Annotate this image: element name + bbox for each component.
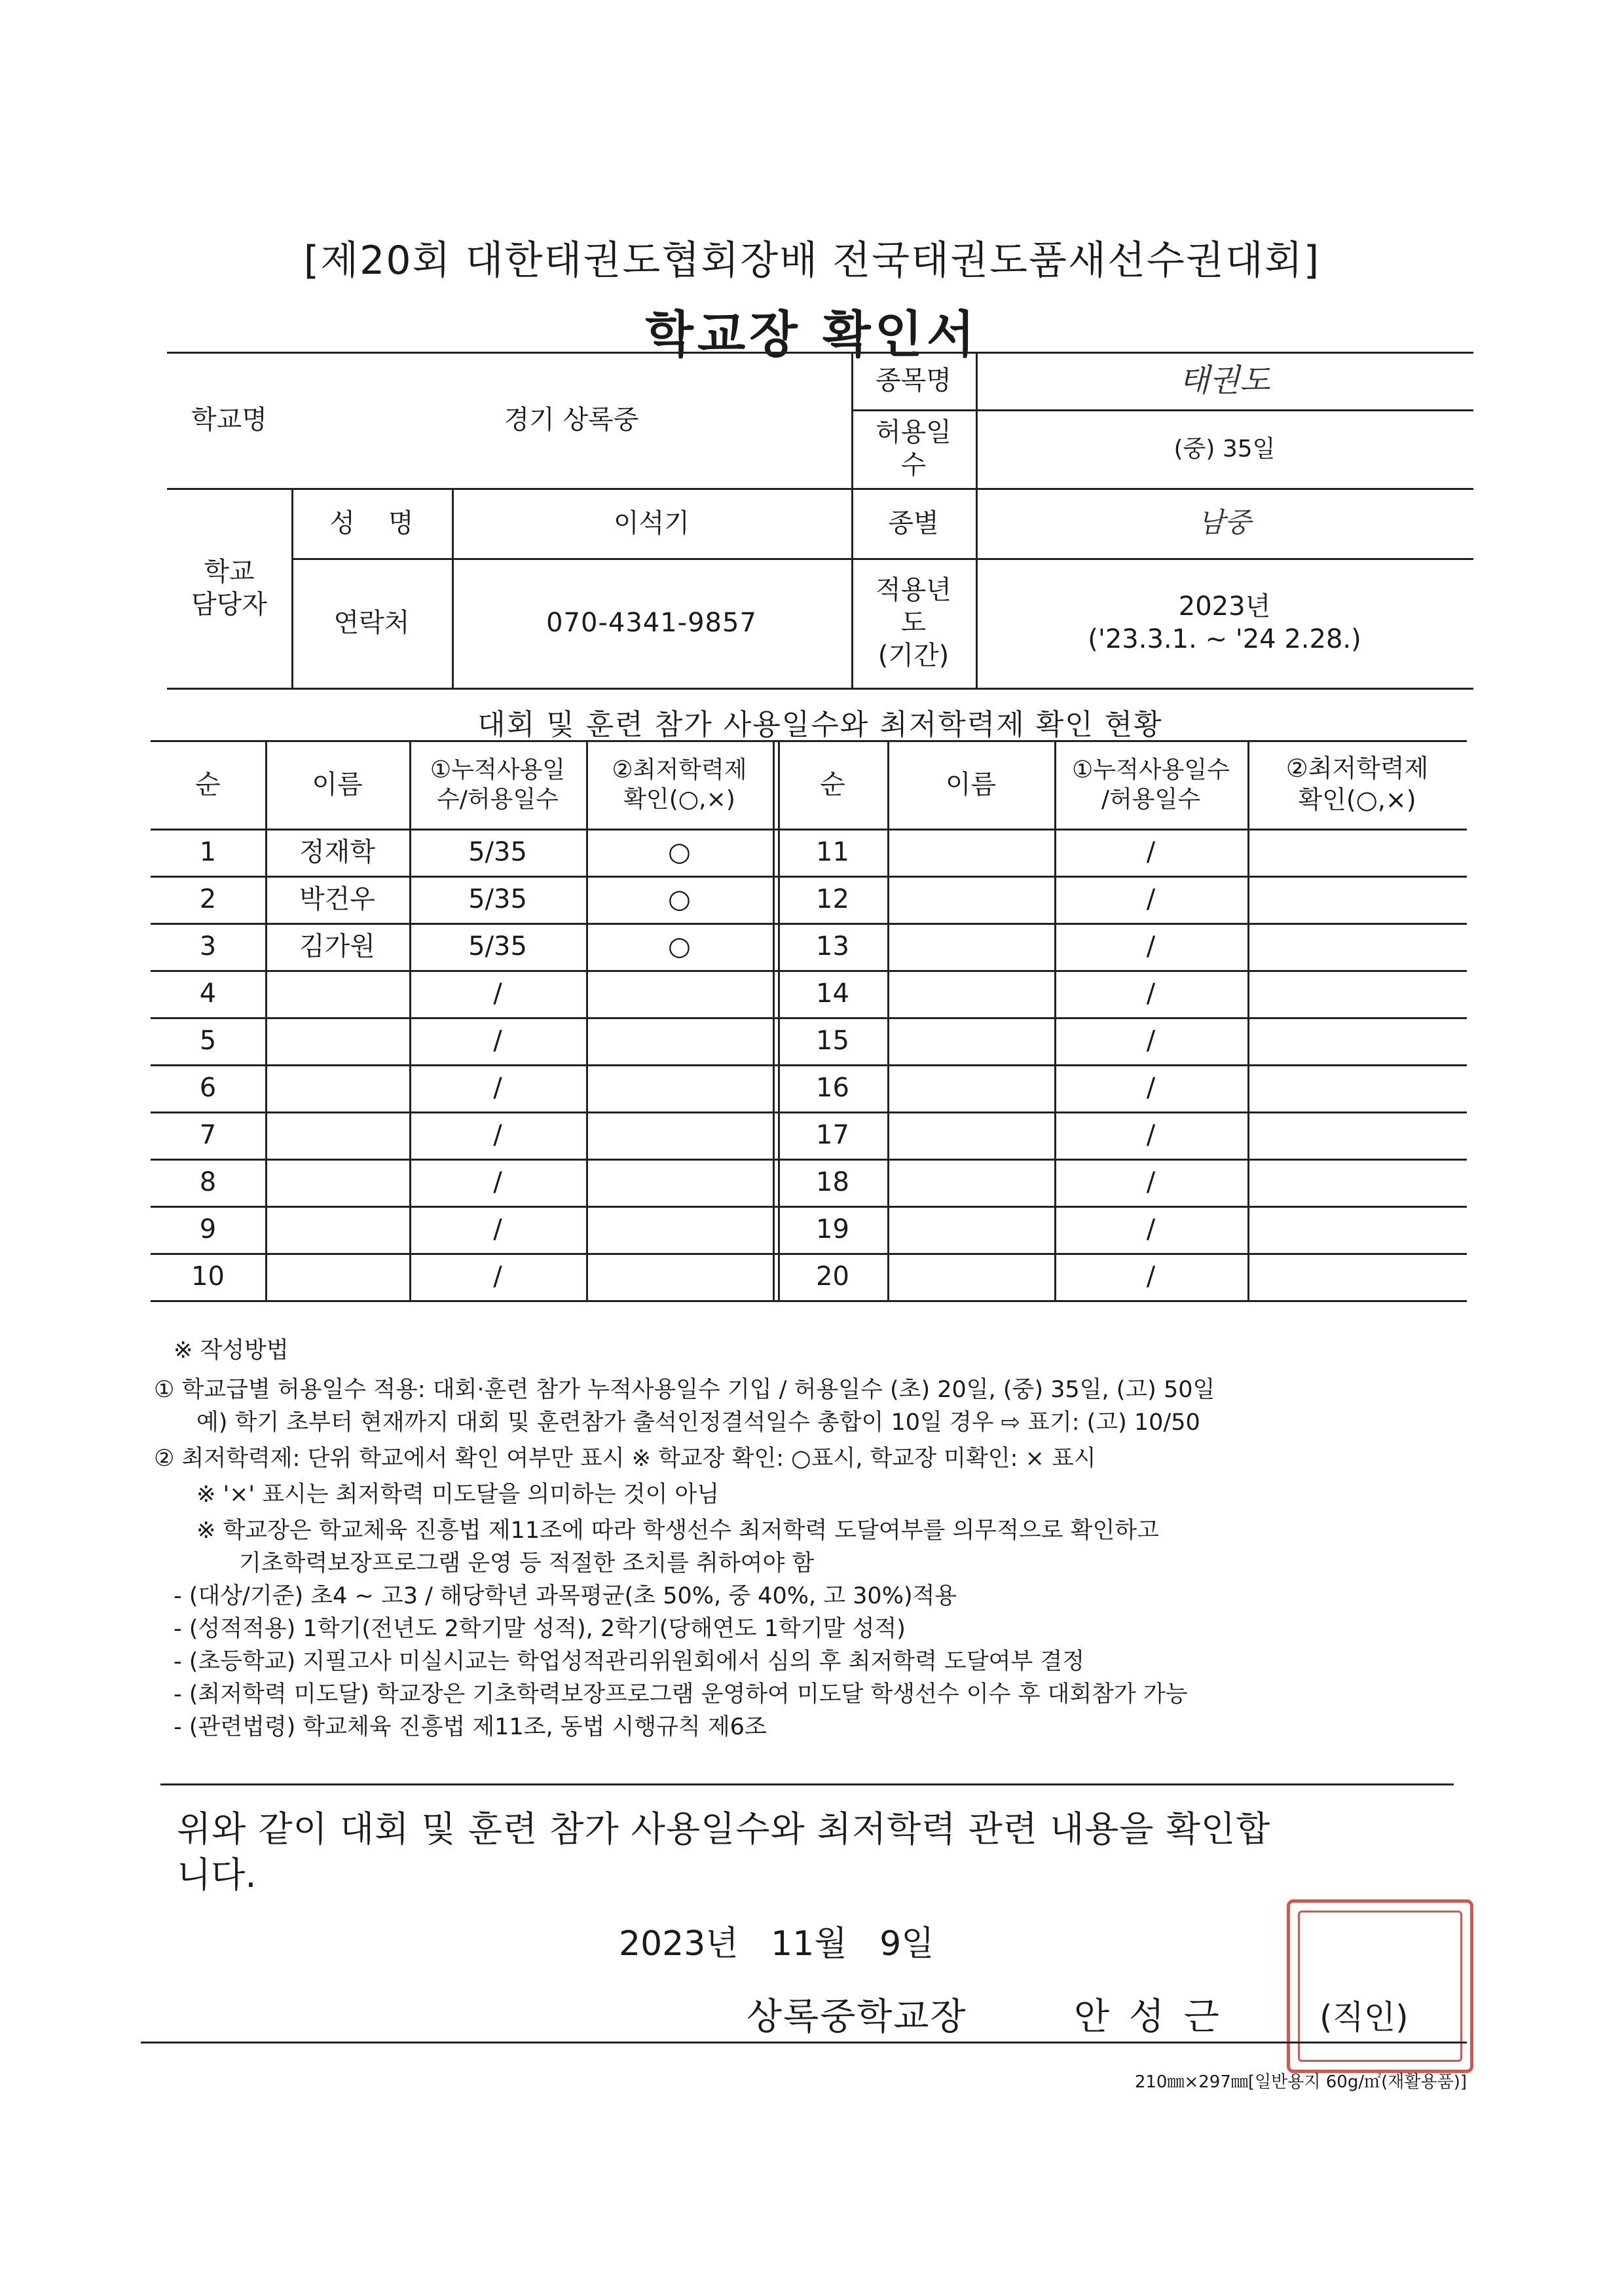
row-number: 8 <box>199 1167 217 1197</box>
row-number: 19 <box>816 1214 849 1244</box>
used-days: / <box>493 1073 502 1103</box>
student-name <box>887 1017 1054 1064</box>
bottom-divider <box>141 2042 1467 2043</box>
student-name <box>887 970 1054 1017</box>
student-name <box>887 1159 1054 1206</box>
col-order-right: 순 <box>820 769 845 800</box>
row-number: 11 <box>816 837 849 867</box>
seal-label: (직인) <box>1320 1998 1409 2036</box>
section-title: 대회 및 훈련 참가 사용일수와 최저학력제 확인 현황 <box>477 708 1163 741</box>
contact-value: 070-4341-9857 <box>546 608 757 638</box>
row-number: 6 <box>199 1073 217 1103</box>
row-number: 5 <box>199 1026 217 1056</box>
academic-check <box>1247 1253 1467 1300</box>
used-days: / <box>493 979 502 1009</box>
row-number: 14 <box>816 979 849 1009</box>
row-number: 20 <box>816 1261 849 1292</box>
used-days: / <box>493 1026 502 1056</box>
academic-check <box>1247 1206 1467 1253</box>
student-name <box>887 1206 1054 1253</box>
note-line: 예) 학기 초부터 현재까지 대회 및 훈련참가 출석인정결석일수 총합이 10일 경우 ⇨ 표기: (고) 10/50 <box>196 1409 1200 1436</box>
note-line: - (성적적용) 1학기(전년도 2학기말 성적), 2학기(당해연도 1학기말 성적) <box>174 1616 906 1642</box>
academic-check <box>1247 1064 1467 1111</box>
manager-name-label: 성 명 <box>329 508 414 538</box>
col-check-right: ②최저학력제 확인(○,×) <box>1285 754 1429 814</box>
col-order-left: 순 <box>195 769 221 800</box>
academic-check: ○ <box>668 884 691 914</box>
student-name <box>265 1064 409 1111</box>
academic-check <box>586 1206 773 1253</box>
student-name: 김가원 <box>299 931 375 961</box>
academic-check <box>1247 970 1467 1017</box>
student-name: 정재학 <box>299 837 375 867</box>
period-value: 2023년 ('23.3.1. ~ '24 2.28.) <box>1088 591 1361 654</box>
student-name <box>265 1159 409 1206</box>
school-manager-label: 학교 담당자 <box>191 556 267 620</box>
row-number: 13 <box>816 931 849 961</box>
period-label: 적용년 도 (기간) <box>876 575 951 671</box>
row-number: 15 <box>816 1026 849 1056</box>
student-name <box>887 1253 1054 1300</box>
note-line: - (대상/기준) 초4 ~ 고3 / 해당학년 과목평균(초 50%, 중 40%, 고 30%)적용 <box>174 1583 957 1609</box>
document-subtitle: 학교장 확인서 <box>645 305 979 364</box>
col-days-left: ①누적사용일 수/허용일수 <box>430 756 566 813</box>
academic-check <box>586 970 773 1017</box>
student-name: 박건우 <box>299 884 375 914</box>
note-line: ※ 학교장은 학교체육 진흥법 제11조에 따라 학생선수 최저학력 도달여부를 의무적으로 확인하고 <box>196 1518 1159 1544</box>
allowed-days-value: (중) 35일 <box>1173 435 1276 462</box>
academic-check <box>1247 829 1467 876</box>
student-name <box>887 1111 1054 1159</box>
student-name <box>265 1017 409 1064</box>
confirm-statement-end: 니다. <box>177 1854 257 1895</box>
student-name <box>265 1206 409 1253</box>
document-title: [제20회 대한태권도협회장배 전국태권도품새선수권대회] <box>303 238 1321 284</box>
gender-label: 종별 <box>888 508 939 538</box>
manager-name-value: 이석기 <box>614 508 690 538</box>
note-line: ※ '×' 표시는 최저학력 미도달을 의미하는 것이 아님 <box>196 1482 720 1508</box>
row-number: 7 <box>199 1120 217 1150</box>
student-name <box>887 876 1054 923</box>
used-days: 5/35 <box>468 884 527 914</box>
used-days: / <box>1146 1167 1156 1197</box>
note-line: - (관련법령) 학교체육 진흥법 제11조, 동법 시행규칙 제6조 <box>174 1714 767 1740</box>
used-days: / <box>1146 1026 1156 1056</box>
row-number: 10 <box>191 1261 225 1292</box>
academic-check <box>586 1253 773 1300</box>
row-number: 12 <box>816 884 849 914</box>
official-seal-icon <box>1287 1899 1473 2073</box>
academic-check: ○ <box>668 931 691 961</box>
row-number: 9 <box>199 1214 217 1244</box>
allowed-days-label: 허용일 수 <box>876 417 951 480</box>
row-number: 17 <box>816 1120 849 1150</box>
gender-value: 남중 <box>1198 506 1251 539</box>
used-days: / <box>1146 837 1156 867</box>
confirm-date: 2023년 11월 9일 <box>619 1924 934 1964</box>
row-number: 2 <box>199 884 217 914</box>
contact-label: 연락처 <box>333 608 410 638</box>
used-days: / <box>1146 931 1156 961</box>
row-number: 1 <box>199 837 217 867</box>
academic-check <box>586 1159 773 1206</box>
school-name-value: 경기 상록중 <box>504 405 639 435</box>
student-name <box>887 829 1054 876</box>
row-number: 4 <box>199 979 217 1009</box>
used-days: / <box>1146 1261 1156 1292</box>
event-value: 태권도 <box>1179 362 1270 399</box>
col-check-left: ②최저학력제 확인(○,×) <box>612 756 747 813</box>
academic-check <box>1247 1017 1467 1064</box>
note-line: ② 최저학력제: 단위 학교에서 확인 여부만 표시 ※ 학교장 확인: ○표시, 학교장 미확인: × 표시 <box>154 1446 1096 1472</box>
used-days: / <box>493 1261 502 1292</box>
col-days-right: ①누적사용일수 /허용일수 <box>1072 756 1230 813</box>
academic-check <box>1247 876 1467 923</box>
academic-check <box>1247 1159 1467 1206</box>
academic-check <box>1247 1111 1467 1159</box>
student-name <box>887 923 1054 970</box>
paper-spec: 210㎜×297㎜[일반용지 60g/㎡(재활용품)] <box>1134 2072 1467 2092</box>
academic-check <box>586 1111 773 1159</box>
row-number: 3 <box>199 931 217 961</box>
used-days: / <box>1146 1214 1156 1244</box>
note-line: 기초학력보장프로그램 운영 등 적절한 조치를 취하여야 함 <box>239 1550 815 1577</box>
used-days: / <box>1146 884 1156 914</box>
used-days: / <box>1146 1120 1156 1150</box>
school-name-label: 학교명 <box>191 405 267 435</box>
confirm-statement: 위와 같이 대회 및 훈련 참가 사용일수와 최저학력 관련 내용을 확인합 <box>177 1808 1271 1850</box>
event-label: 종목명 <box>876 365 951 396</box>
used-days: / <box>493 1167 502 1197</box>
academic-check <box>586 1017 773 1064</box>
student-name <box>265 1111 409 1159</box>
principal-title: 상록중학교장 <box>747 1996 967 2038</box>
used-days: / <box>493 1214 502 1244</box>
used-days: 5/35 <box>468 837 527 867</box>
academic-check <box>1247 923 1467 970</box>
academic-check: ○ <box>668 837 691 867</box>
used-days: 5/35 <box>468 931 527 961</box>
student-name <box>887 1064 1054 1111</box>
col-name-left: 이름 <box>312 769 363 800</box>
principal-name: 안 성 근 <box>1074 1996 1223 2038</box>
used-days: / <box>1146 979 1156 1009</box>
academic-check <box>586 1064 773 1111</box>
note-line: - (초등학교) 지필고사 미실시교는 학업성적관리위원회에서 심의 후 최저학력 도달여부 결정 <box>174 1649 1085 1675</box>
note-line: ① 학교급별 허용일수 적용: 대회·훈련 참가 누적사용일수 기입 / 허용일수 (초) 20일, (중) 35일, (고) 50일 <box>154 1377 1215 1403</box>
used-days: / <box>1146 1073 1156 1103</box>
student-name <box>265 970 409 1017</box>
col-name-right: 이름 <box>945 769 997 800</box>
row-number: 18 <box>816 1167 849 1197</box>
divider <box>160 1783 1454 1785</box>
used-days: / <box>493 1120 502 1150</box>
student-name <box>265 1253 409 1300</box>
row-number: 16 <box>816 1073 849 1103</box>
instructions-title: ※ 작성방법 <box>174 1337 289 1364</box>
note-line: - (최저학력 미도달) 학교장은 기초학력보장프로그램 운영하여 미도달 학생선수 이수 후 대회참가 가능 <box>174 1681 1188 1707</box>
